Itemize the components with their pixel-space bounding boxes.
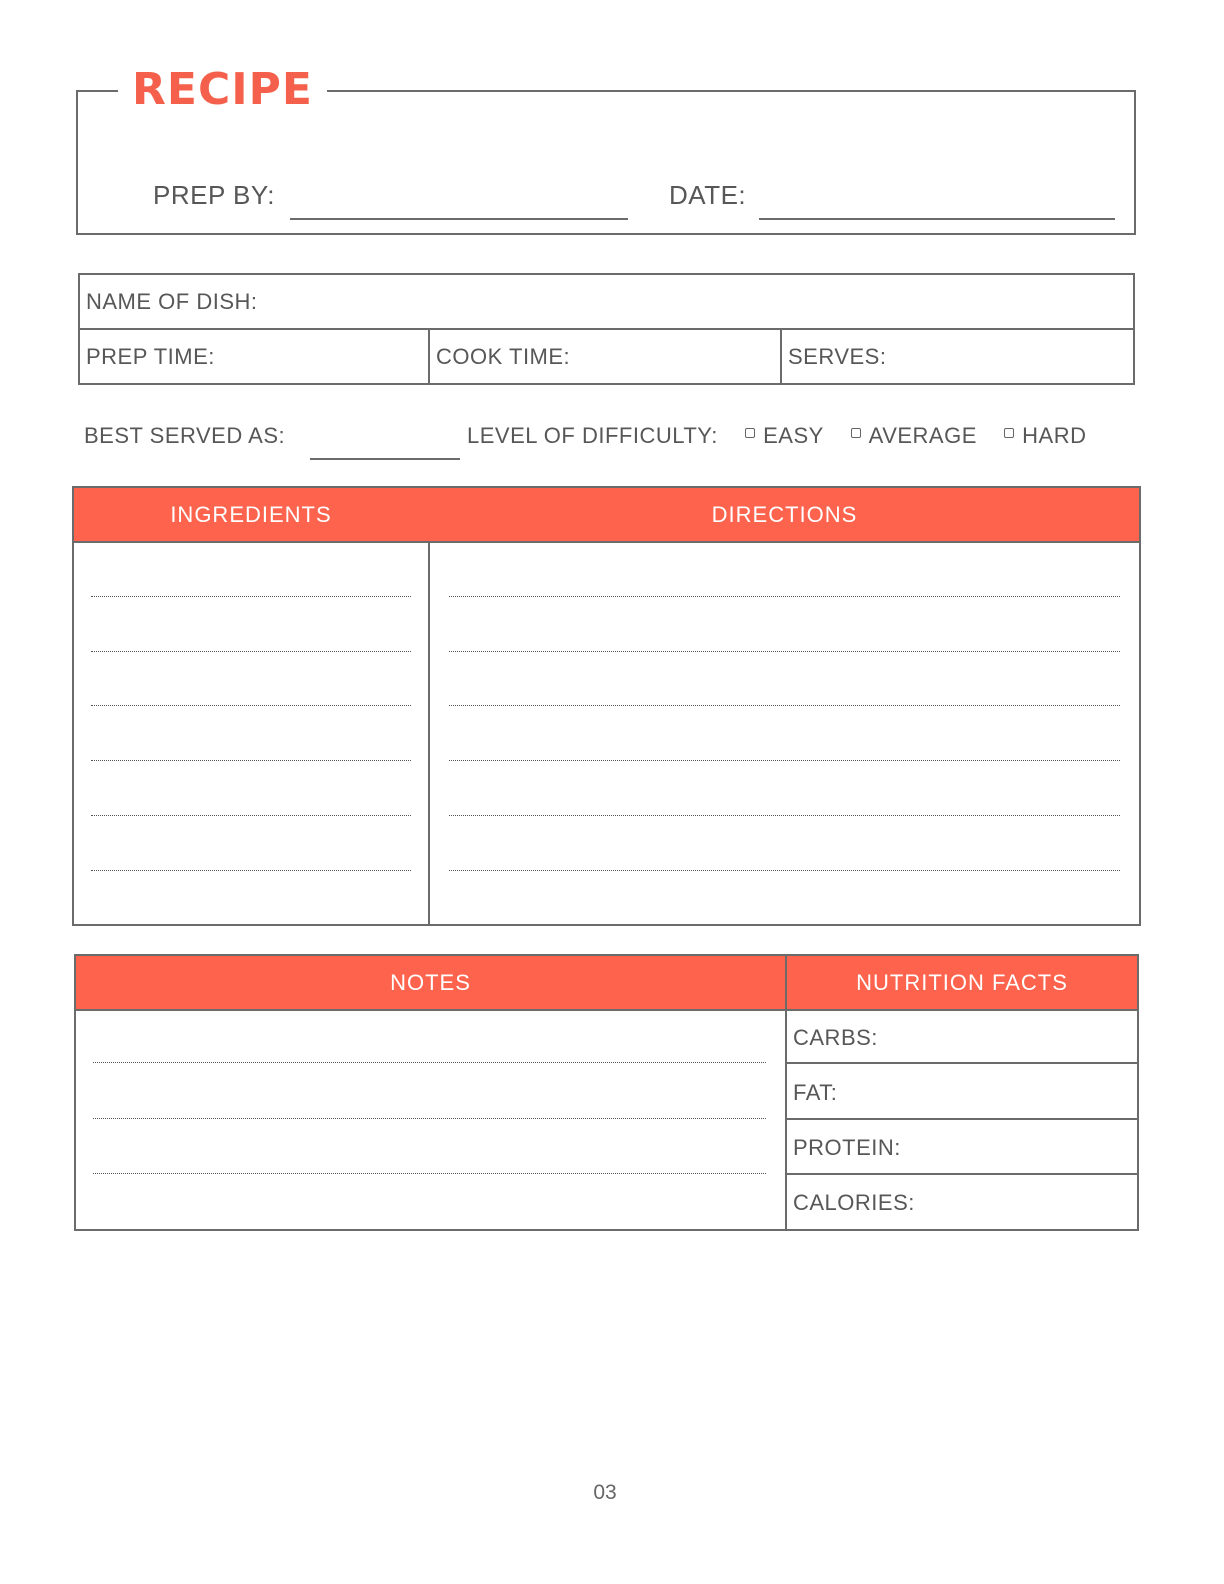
checkbox-icon[interactable]	[745, 428, 755, 438]
cook-time-label: COOK TIME:	[436, 343, 571, 369]
prep-by-field[interactable]	[290, 200, 628, 220]
ingredient-line[interactable]	[91, 760, 411, 761]
ingredient-line[interactable]	[91, 596, 411, 597]
prep-time-field[interactable]	[78, 328, 430, 385]
name-of-dish-label: NAME OF DISH:	[86, 288, 258, 314]
cook-time-field[interactable]	[428, 328, 782, 385]
note-line[interactable]	[93, 1173, 766, 1174]
column-divider	[428, 542, 430, 925]
name-of-dish-field[interactable]	[78, 273, 1135, 330]
difficulty-label: LEVEL OF DIFFICULTY:	[467, 423, 718, 448]
direction-line[interactable]	[449, 760, 1120, 761]
difficulty-easy-option[interactable]: EASY	[745, 423, 823, 448]
prep-by-label: PREP BY:	[153, 180, 276, 210]
ingredient-line[interactable]	[91, 651, 411, 652]
nutrition-calories-row[interactable]	[787, 1175, 1137, 1229]
ingredient-line[interactable]	[91, 815, 411, 816]
serves-label: SERVES:	[788, 343, 887, 369]
page-number: 03	[593, 1481, 617, 1504]
difficulty-average-option[interactable]: AVERAGE	[851, 423, 977, 448]
direction-line[interactable]	[449, 815, 1120, 816]
note-line[interactable]	[93, 1118, 766, 1119]
calories-label: CALORIES:	[793, 1190, 915, 1215]
date-label: DATE:	[669, 180, 747, 210]
ingredient-line[interactable]	[91, 705, 411, 706]
ingredients-directions-box	[72, 486, 1141, 926]
best-served-label: BEST SERVED AS:	[84, 423, 286, 448]
header-divider	[72, 541, 1141, 543]
directions-header: DIRECTIONS	[711, 502, 858, 527]
protein-label: PROTEIN:	[793, 1135, 901, 1160]
fat-label: FAT:	[793, 1080, 838, 1105]
direction-line[interactable]	[449, 870, 1120, 871]
serves-field[interactable]	[780, 328, 1135, 385]
ingredients-header: INGREDIENTS	[170, 502, 332, 527]
checkbox-icon[interactable]	[1004, 428, 1014, 438]
nutrition-header: NUTRITION FACTS	[787, 956, 1137, 1010]
nutrition-protein-row[interactable]	[787, 1120, 1137, 1175]
best-served-field[interactable]	[310, 440, 460, 460]
ingredient-line[interactable]	[91, 870, 411, 871]
checkbox-icon[interactable]	[851, 428, 861, 438]
page-title: RECIPE	[118, 62, 327, 118]
direction-line[interactable]	[449, 651, 1120, 652]
note-line[interactable]	[93, 1062, 766, 1063]
direction-line[interactable]	[449, 705, 1120, 706]
date-field[interactable]	[759, 200, 1115, 220]
difficulty-hard-option[interactable]: HARD	[1004, 423, 1086, 448]
prep-time-label: PREP TIME:	[86, 343, 215, 369]
direction-line[interactable]	[449, 596, 1120, 597]
nutrition-fat-row[interactable]	[787, 1064, 1137, 1120]
carbs-label: CARBS:	[793, 1025, 878, 1050]
nutrition-carbs-row[interactable]	[787, 1011, 1137, 1064]
notes-header: NOTES	[76, 956, 785, 1010]
difficulty-row	[467, 423, 1087, 449]
